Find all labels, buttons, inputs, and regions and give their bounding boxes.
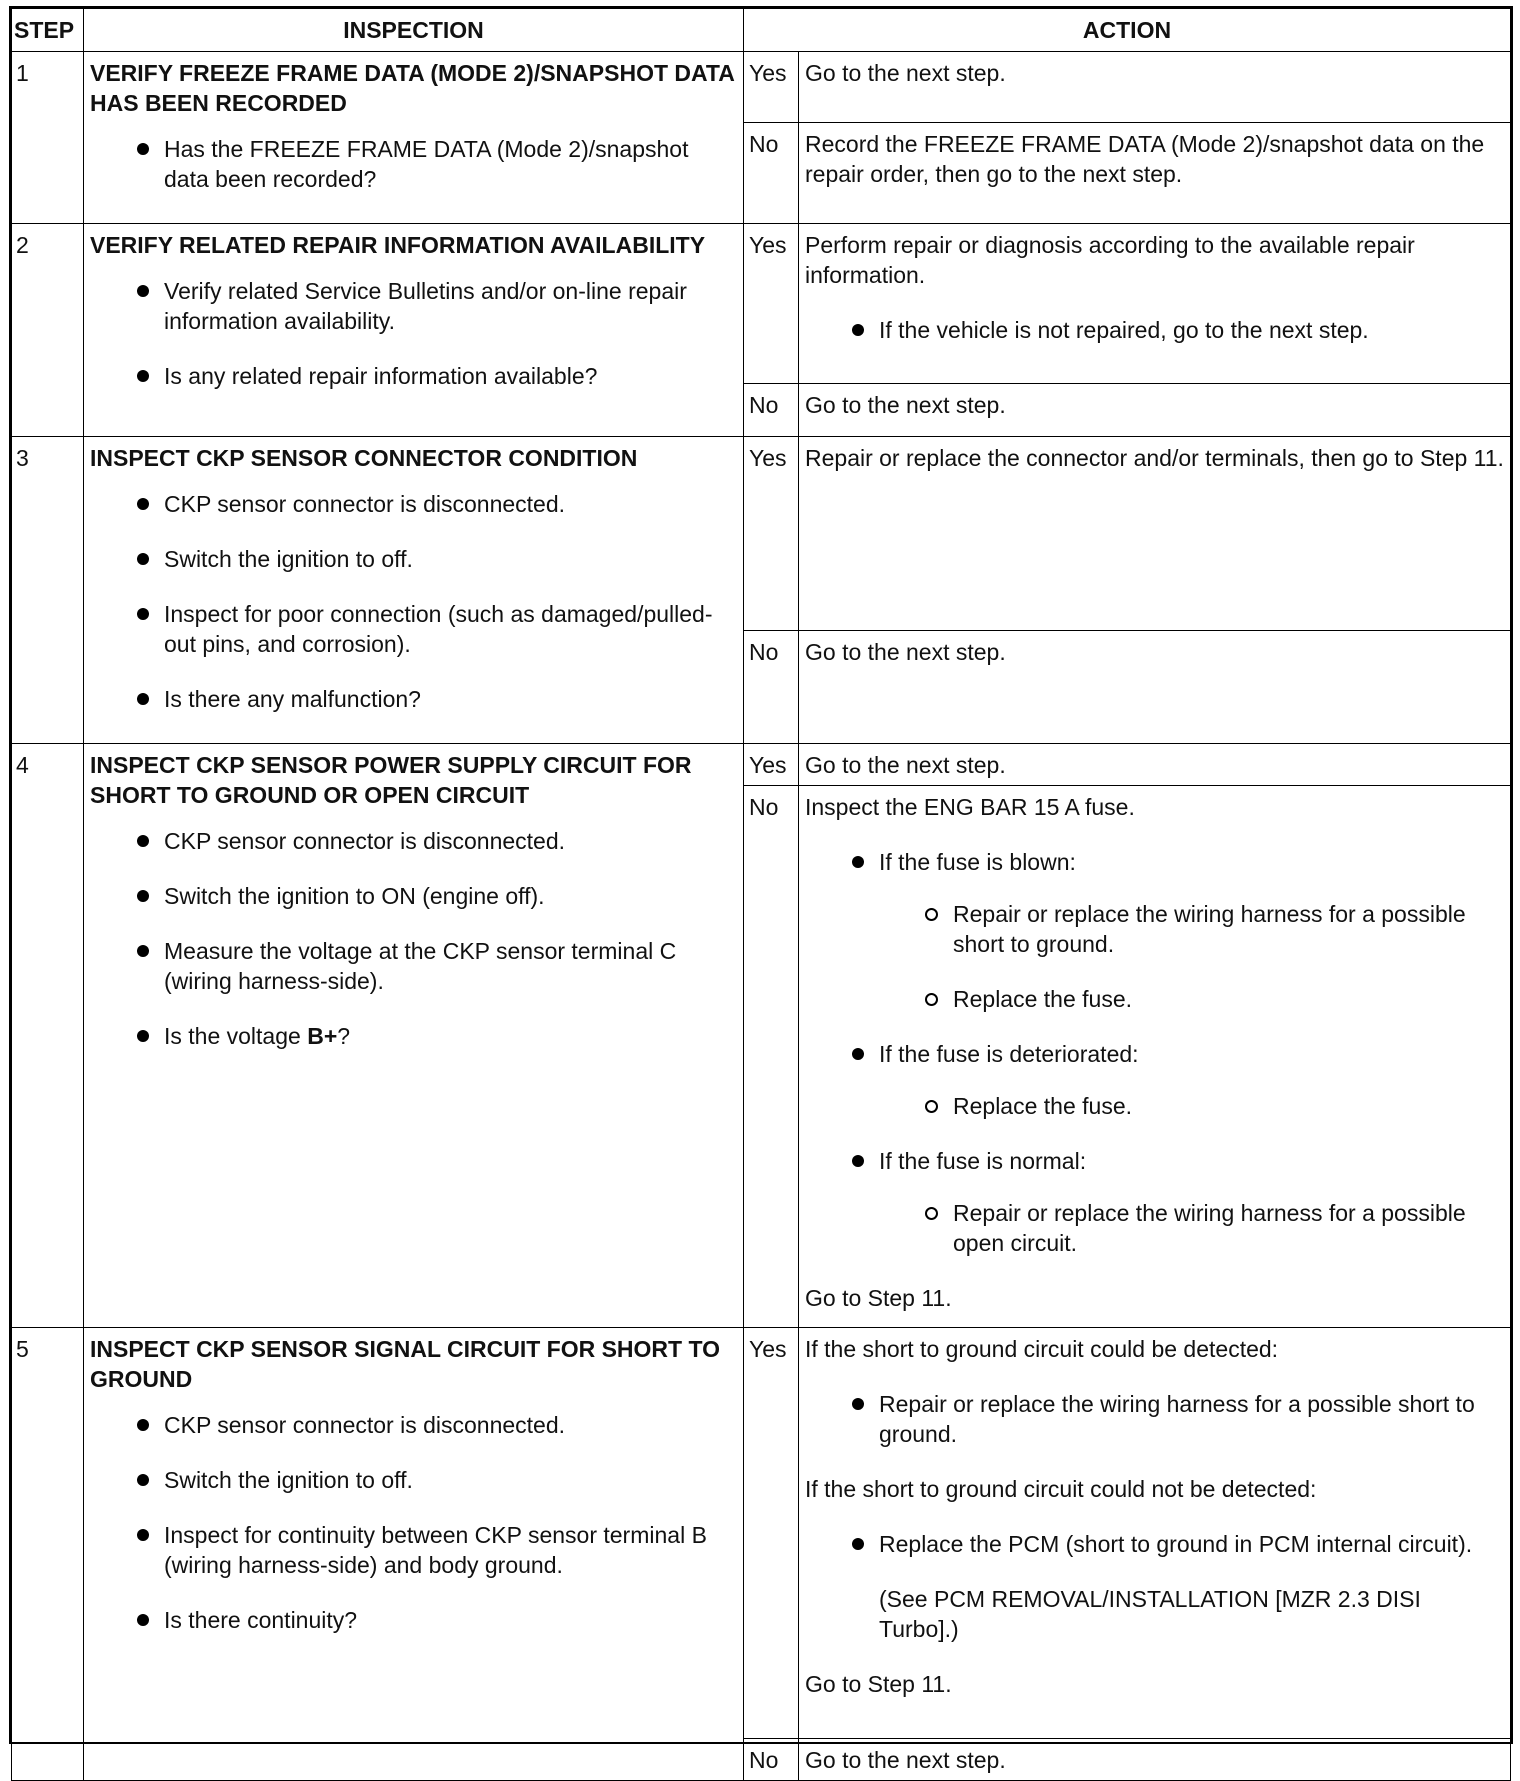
inspection-bullet: Has the FREEZE FRAME DATA (Mode 2)/snapshot data been recorded?: [90, 134, 737, 194]
reference-note: (See PCM REMOVAL/INSTALLATION [MZR 2.3 DISI Turbo].): [879, 1586, 1421, 1642]
step-title: INSPECT CKP SENSOR SIGNAL CIRCUIT FOR SHORT TO GROUND: [90, 1336, 721, 1392]
answer-yes: Yes: [744, 224, 799, 384]
inspection-bullet: Is there continuity?: [90, 1605, 737, 1635]
step-number: 5: [12, 1328, 84, 1781]
action-no: Go to the next step.: [799, 384, 1511, 437]
step-3-row-yes: [12, 437, 1511, 631]
step-1-inspection: [84, 52, 744, 224]
diagnostic-procedure-table: [9, 6, 1513, 1773]
action-yes: [799, 224, 1511, 384]
header-step: STEP: [12, 9, 84, 52]
answer-no: No: [744, 631, 799, 744]
voltage-value: B+: [307, 1023, 338, 1049]
answer-no: No: [744, 786, 799, 1328]
action-text: Go to Step 11.: [805, 1671, 952, 1697]
condition-text: If the fuse is blown:: [879, 849, 1076, 875]
action-text: Perform repair or diagnosis according to the available repair information.: [805, 232, 1415, 288]
action-no: Go to the next step.: [799, 1739, 1511, 1781]
action-text: If the short to ground circuit could not be detected:: [805, 1476, 1317, 1502]
inspection-bullet: Inspect for continuity between CKP sensor terminal B (wiring harness-side) and body ground.: [90, 1520, 737, 1580]
step-4-inspection: [84, 744, 744, 1328]
action-bullet: [805, 1146, 1504, 1258]
step-number: 2: [12, 224, 84, 437]
action-bullet: Repair or replace the wiring harness for a possible short to ground.: [805, 1389, 1504, 1449]
step-5-inspection: [84, 1328, 744, 1781]
action-no: [799, 786, 1511, 1328]
action-bullet: [805, 847, 1504, 1014]
action-no: Go to the next step.: [799, 631, 1511, 744]
step-2-inspection: [84, 224, 744, 437]
action-yes: Go to the next step.: [799, 52, 1511, 123]
step-title: VERIFY FREEZE FRAME DATA (MODE 2)/SNAPSHOT DATA HAS BEEN RECORDED: [90, 60, 735, 116]
inspection-bullet: CKP sensor connector is disconnected.: [90, 826, 737, 856]
condition-text: If the fuse is deteriorated:: [879, 1041, 1139, 1067]
step-4-row-yes: [12, 744, 1511, 786]
inspection-bullet: Switch the ignition to off.: [90, 544, 737, 574]
step-2-row-yes: [12, 224, 1511, 384]
action-yes: Go to the next step.: [799, 744, 1511, 786]
step-number: 4: [12, 744, 84, 1328]
inspection-bullet: CKP sensor connector is disconnected.: [90, 1410, 737, 1440]
answer-yes: Yes: [744, 744, 799, 786]
inspection-bullet: Verify related Service Bulletins and/or on-line repair information availability.: [90, 276, 737, 336]
action-yes: Repair or replace the connector and/or terminals, then go to Step 11.: [799, 437, 1511, 631]
step-number: 3: [12, 437, 84, 744]
action-sub-bullet: Repair or replace the wiring harness for a possible open circuit.: [879, 1198, 1504, 1258]
inspection-bullet: Is there any malfunction?: [90, 684, 737, 714]
answer-no: No: [744, 384, 799, 437]
inspection-bullet: Measure the voltage at the CKP sensor terminal C (wiring harness-side).: [90, 936, 737, 996]
action-bullet: If the vehicle is not repaired, go to the next step.: [805, 315, 1504, 345]
inspection-bullet: Inspect for poor connection (such as damaged/pulled-out pins, and corrosion).: [90, 599, 737, 659]
action-text: If the short to ground circuit could be detected:: [805, 1336, 1279, 1362]
answer-yes: Yes: [744, 52, 799, 123]
step-1-row-yes: [12, 52, 1511, 123]
action-text: Inspect the ENG BAR 15 A fuse.: [805, 794, 1135, 820]
step-title: INSPECT CKP SENSOR POWER SUPPLY CIRCUIT FOR SHORT TO GROUND OR OPEN CIRCUIT: [90, 752, 692, 808]
action-text: Go to Step 11.: [805, 1285, 952, 1311]
action-no: Record the FREEZE FRAME DATA (Mode 2)/snapshot data on the repair order, then go to the next step.: [799, 122, 1511, 223]
action-sub-bullet: Repair or replace the wiring harness for a possible short to ground.: [879, 899, 1504, 959]
header-inspection: INSPECTION: [84, 9, 744, 52]
answer-yes: Yes: [744, 437, 799, 631]
answer-no: No: [744, 1739, 799, 1781]
step-5-row-yes: [12, 1328, 1511, 1739]
condition-text: If the fuse is normal:: [879, 1148, 1087, 1174]
action-bullet: Replace the PCM (short to ground in PCM internal circuit).: [805, 1529, 1504, 1559]
inspection-bullet: Switch the ignition to ON (engine off).: [90, 881, 737, 911]
inspection-bullet: Switch the ignition to off.: [90, 1465, 737, 1495]
step-number: 1: [12, 52, 84, 224]
action-sub-bullet: Replace the fuse.: [879, 984, 1504, 1014]
step-3-inspection: [84, 437, 744, 744]
inspection-bullet: CKP sensor connector is disconnected.: [90, 489, 737, 519]
action-bullet: [805, 1039, 1504, 1121]
step-title: INSPECT CKP SENSOR CONNECTOR CONDITION: [90, 445, 638, 471]
answer-yes: Yes: [744, 1328, 799, 1739]
action-sub-bullet: Replace the fuse.: [879, 1091, 1504, 1121]
inspection-bullet: Is any related repair information available?: [90, 361, 737, 391]
action-yes: [799, 1328, 1511, 1739]
bullet-text: Is the voltage: [164, 1023, 308, 1049]
step-title: VERIFY RELATED REPAIR INFORMATION AVAILABILITY: [90, 232, 706, 258]
inspection-bullet: [90, 1021, 737, 1051]
header-action: ACTION: [744, 9, 1511, 52]
bullet-text: ?: [337, 1023, 351, 1049]
answer-no: No: [744, 122, 799, 223]
